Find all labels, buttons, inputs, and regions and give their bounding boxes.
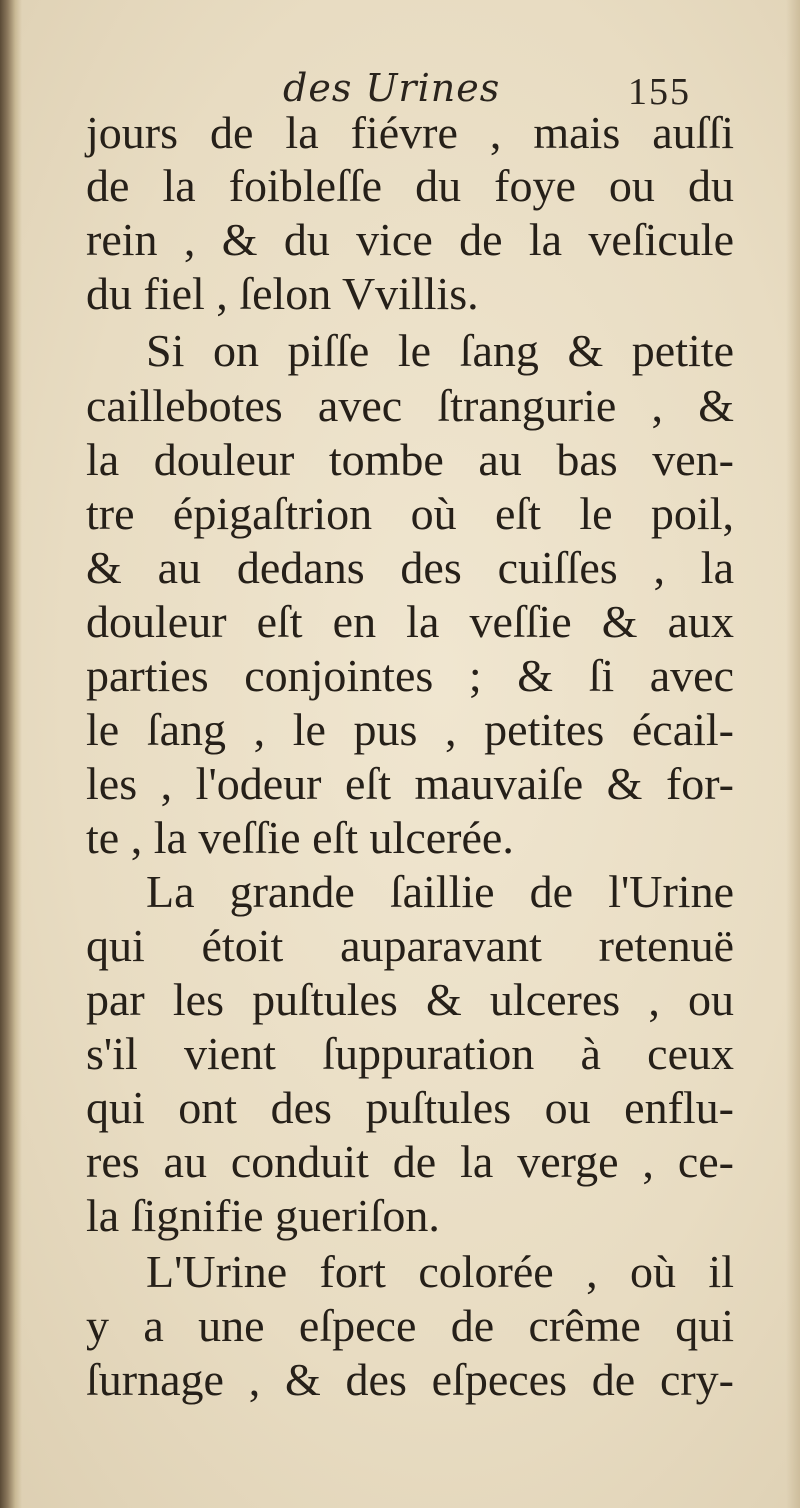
- text-line: te , la veſſie eſt ulcerée.: [86, 812, 514, 863]
- text-line: parties conjointes ; & ſi avec: [86, 650, 734, 701]
- text-line: & au dedans des cuiſſes , la: [86, 542, 734, 593]
- text-line: la douleur tombe au bas ven-: [86, 434, 734, 485]
- page-number: 155: [628, 71, 691, 113]
- text-line: tre épigaſtrion où eſt le poil,: [86, 488, 734, 539]
- text-line: douleur eſt en la veſſie & aux: [86, 596, 734, 647]
- text-line: le ſang , le pus , petites écail-: [86, 704, 734, 755]
- page-edge: [786, 0, 800, 1508]
- text-line: par les puſtules & ulceres , ou: [86, 974, 734, 1025]
- text-line: ſurnage , & des eſpeces de cry-: [86, 1354, 734, 1405]
- text-line: de la foibleſſe du foye ou du: [86, 160, 734, 211]
- text-line: jours de la fiévre , mais auſſi: [86, 107, 734, 158]
- text-line: res au conduit de la verge , ce-: [86, 1136, 734, 1187]
- text-line: les , l'odeur eſt mauvaiſe & for-: [86, 758, 734, 809]
- running-title: des Urines: [283, 66, 501, 110]
- text-line: s'il vient ſuppuration à ceux: [86, 1028, 734, 1079]
- text-line: qui ont des puſtules ou enflu-: [86, 1082, 734, 1133]
- text-line: y a une eſpece de crême qui: [86, 1300, 734, 1351]
- text-line: qui étoit auparavant retenuë: [86, 920, 734, 971]
- text-line: rein , & du vice de la veſicule: [86, 214, 734, 265]
- text-line: L'Urine fort colorée , où il: [146, 1246, 734, 1297]
- text-line: La grande ſaillie de l'Urine: [146, 866, 734, 917]
- text-line: caillebotes avec ſtrangurie , &: [86, 380, 734, 431]
- text-line: du fiel , ſelon Vvillis.: [86, 268, 479, 319]
- text-line: la ſignifie gueriſon.: [86, 1190, 440, 1241]
- text-line: Si on piſſe le ſang & petite: [146, 325, 734, 376]
- page-gutter-shadow: [0, 0, 22, 1508]
